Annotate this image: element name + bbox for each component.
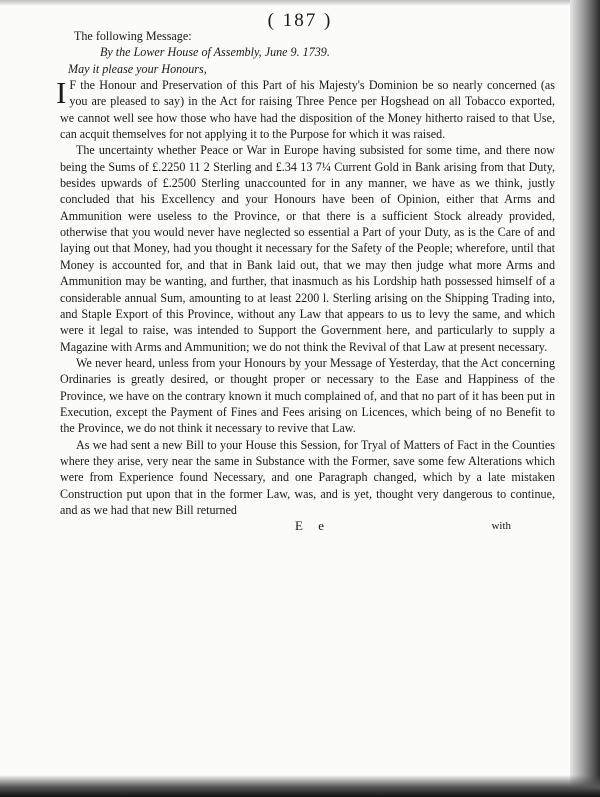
page-footer: [60, 518, 555, 535]
paragraph-1-text: F the Honour and Preservation of this Part of his Majesty's Dominion be so nearly concerned (as you are pleased to say) in the Act for raising Three Pence per Hogshead on all Tobacco exported, we cannot well see how those who have had the disposition of the Money hitherto raised to that Use, can acquit themselves for not applying it to the Purpose for which it was raised.: [60, 78, 555, 142]
heading-from: By the Lower House of Assembly, June 9. 1739.: [100, 45, 330, 60]
heading-intro: The following Message:: [74, 29, 192, 43]
heading-salutation: May it please your Honours,: [68, 61, 207, 76]
scan-shadow-top: [0, 0, 600, 6]
drop-cap: I: [56, 75, 67, 111]
page-number: ( 187 ): [267, 10, 333, 31]
catchword: with: [491, 520, 511, 533]
paragraph-2: The uncertainty whether Peace or War in Europe having subsisted for some time, and there now being the Sums of £.2250 11 2 Sterling and £.34 13 7¼ Current Gold in Bank arising from that Duty, besides upwards of £.2500 Sterling unaccounted for in any manner, we have as we think, justly concluded that his Excellency and your Honours have been of Opinion, either that Arms and Ammunition were useless to the Province, or that there is a sufficient Stock already provided, otherwise that you would never have neglected so essential a Part of your Duty, as is the Care of and laying out that Money, had you thought it necessary for the Safety of the People; wherefore, until that Money is accounted for, and that in Bank laid out, that we may then judge what more Arms and Ammunition may be wanting, and further, that inasmuch as his Lordship hath possessed himself of a considerable annual Sum, amounting to at least 2200 l. Sterling arising on the Shipping Trading into, and Staple Export of this Province, without any Law that appears to us to levy the same, and which were it legal to raise, was intended to Support the Government here, and particularly to supply a Magazine with Arms and Ammunition; we do not think the Revival of that Law at present necessary.: [60, 143, 555, 354]
scan-shadow-right: [570, 0, 600, 797]
paragraph-1: [56, 75, 555, 142]
signature-mark: E e: [295, 518, 330, 534]
paragraph-3: We never heard, unless from your Honours by your Message of Yesterday, that the Act concerning Ordinaries is greatly desired, or thought proper or necessary to the Ease and Happiness of the Province, we have on the contrary known it much complained of, and that no part of it has been put in Execution, except the Payment of Fines and Fees arising on Licences, which being of no Benefit to the Province, we do not think it necessary to revive that Law.: [60, 355, 555, 436]
paragraph-4: As we had sent a new Bill to your House this Session, for Tryal of Matters of Fact in the Counties where they arise, very near the same in Substance with the Former, save some few Alterations which were from Experience found Necessary, and one Paragraph changed, which by a late mistaken Construction put upon that in the former Law, was, and is yet, thought very dangerous to continue, and as we had that new Bill returned: [60, 437, 555, 517]
body-text: [56, 28, 555, 535]
scan-shadow-bottom: [0, 775, 600, 797]
